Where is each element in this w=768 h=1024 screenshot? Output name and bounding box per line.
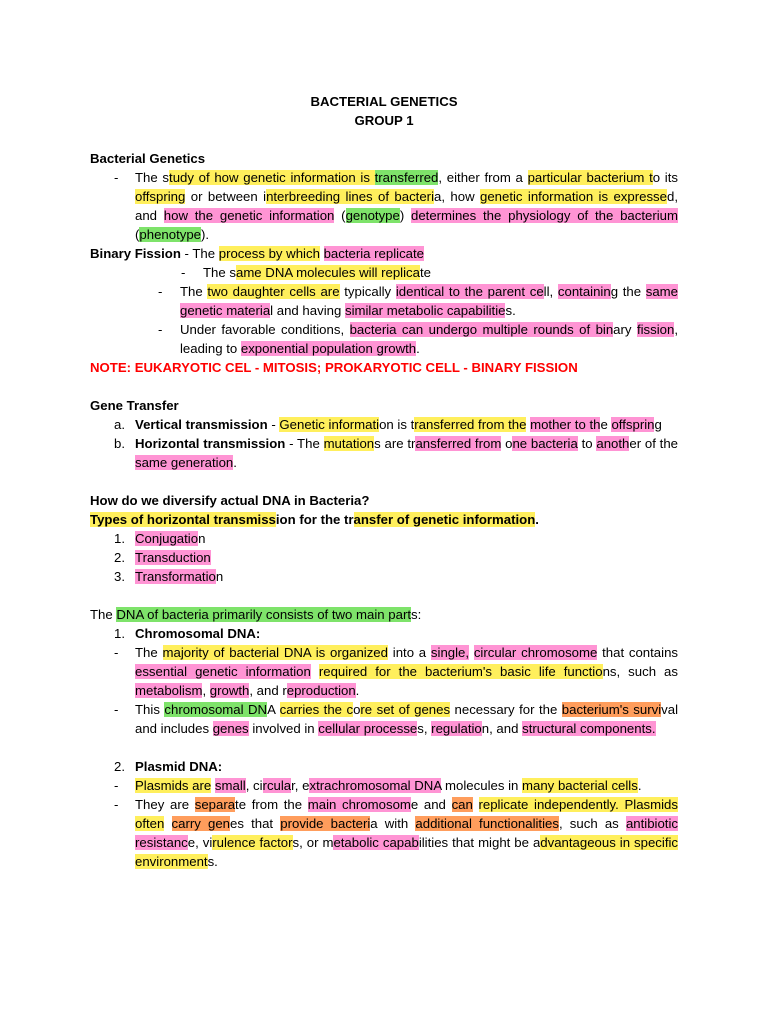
highlighted-text: Types of horizontal transmiss bbox=[90, 512, 276, 527]
text-run: d, and bbox=[135, 189, 678, 223]
text-run: - The bbox=[180, 246, 219, 261]
text-run: va bbox=[661, 702, 676, 717]
list-marker: - bbox=[181, 265, 186, 280]
highlighted-text: can bbox=[451, 797, 473, 812]
text-run: g bbox=[654, 417, 662, 432]
text-run: o bbox=[353, 702, 361, 717]
list-marker: - bbox=[114, 702, 119, 717]
highlighted-text: majority of bacterial DNA is organized bbox=[162, 645, 388, 660]
highlighted-text: two daughter cells are bbox=[207, 284, 340, 299]
list-marker: - bbox=[158, 322, 163, 337]
section-heading bbox=[90, 510, 678, 529]
text-run: Horizontal transmission bbox=[135, 436, 286, 451]
document-body bbox=[90, 149, 678, 871]
highlighted-text: main chromosom bbox=[307, 797, 411, 812]
paragraph bbox=[90, 605, 678, 624]
highlighted-text: cellular processe bbox=[318, 721, 418, 736]
highlighted-text: chromosomal DN bbox=[164, 702, 268, 717]
list-item-text bbox=[180, 320, 678, 358]
highlighted-text: Transduction bbox=[135, 550, 211, 565]
highlighted-text: phenotype bbox=[139, 227, 202, 242]
highlighted-text: identical to the parent ce bbox=[395, 284, 544, 299]
paragraph-spacer bbox=[90, 377, 678, 396]
text-run: ). bbox=[201, 227, 210, 242]
highlighted-text: additional functionalities bbox=[415, 816, 559, 831]
highlighted-text: rulence factor bbox=[212, 835, 293, 850]
text-run: , and r bbox=[249, 683, 287, 698]
list-item bbox=[90, 320, 678, 358]
highlighted-text: how the genetic information bbox=[163, 208, 335, 223]
text-run: to bbox=[577, 436, 597, 451]
highlighted-text: bacteria replicate bbox=[323, 246, 425, 261]
highlighted-text: ansferred from bbox=[415, 436, 502, 451]
text-run: l and includes bbox=[135, 702, 678, 736]
list-marker: 1. bbox=[114, 531, 125, 546]
text-run: The s bbox=[135, 170, 170, 185]
text-run: Vertical transmission bbox=[135, 417, 268, 432]
text-run: How do we diversify actual DNA in Bacteria? bbox=[90, 493, 370, 508]
list-item bbox=[90, 776, 678, 795]
list-marker: - bbox=[158, 284, 163, 299]
paragraph-spacer bbox=[90, 738, 678, 757]
text-run: . bbox=[355, 683, 360, 698]
highlighted-text: single, bbox=[430, 645, 470, 660]
text-run: , such as bbox=[558, 816, 626, 831]
highlighted-text: genetic information is expresse bbox=[480, 189, 667, 204]
highlighted-text: xtrachromosomal DNA bbox=[309, 778, 442, 793]
text-run: . bbox=[535, 512, 539, 527]
text-run: g the bbox=[610, 284, 646, 299]
highlighted-text: offspring bbox=[135, 189, 186, 204]
highlighted-text: provide bacteri bbox=[280, 816, 371, 831]
text-run: molecules in bbox=[441, 778, 523, 793]
list-item-text bbox=[135, 757, 678, 776]
text-run: ilities that might be a bbox=[418, 835, 541, 850]
list-marker: 2. bbox=[114, 759, 125, 774]
text-run: This bbox=[135, 702, 165, 717]
highlighted-text: transferred bbox=[374, 170, 439, 185]
highlighted-text: nterbreeding lines of bacteri bbox=[266, 189, 435, 204]
list-item bbox=[90, 282, 678, 320]
list-item bbox=[90, 263, 678, 282]
text-run: The bbox=[90, 607, 117, 622]
text-run: into a bbox=[387, 645, 431, 660]
highlighted-text: genes bbox=[212, 721, 249, 736]
highlighted-text: process by which bbox=[218, 246, 320, 261]
list-item bbox=[90, 624, 678, 643]
text-run: , leading to bbox=[180, 322, 678, 356]
paragraph bbox=[90, 244, 678, 263]
text-run: . bbox=[233, 455, 237, 470]
highlighted-text: genotype bbox=[345, 208, 400, 223]
text-run: s are tr bbox=[374, 436, 416, 451]
highlighted-text: eproduction bbox=[286, 683, 356, 698]
text-run: ( bbox=[334, 208, 346, 223]
highlighted-text: Genetic informati bbox=[279, 417, 380, 432]
list-item-text bbox=[135, 434, 678, 472]
highlighted-text: fission bbox=[636, 322, 675, 337]
list-item bbox=[90, 700, 678, 738]
highlighted-text: bacterium's survi bbox=[561, 702, 662, 717]
highlighted-text: particular bacterium t bbox=[527, 170, 653, 185]
paragraph bbox=[90, 358, 678, 377]
highlighted-text: structural components. bbox=[522, 721, 656, 736]
text-run: ion for the tr bbox=[275, 512, 354, 527]
highlighted-text: tudy of how genetic information is bbox=[169, 170, 375, 185]
list-marker: 2. bbox=[114, 550, 125, 565]
list-marker: - bbox=[114, 778, 119, 793]
text-run: or between i bbox=[185, 189, 267, 204]
text-run: The s bbox=[203, 265, 236, 280]
highlighted-text: growth bbox=[209, 683, 250, 698]
list-item-text bbox=[135, 567, 678, 586]
highlighted-text: Transformatio bbox=[135, 569, 216, 584]
list-marker: 3. bbox=[114, 569, 125, 584]
text-run: Chromosomal DNA: bbox=[135, 626, 261, 641]
text-run: n, and bbox=[481, 721, 523, 736]
text-run: that contains bbox=[597, 645, 678, 660]
highlighted-text: carry gen bbox=[171, 816, 230, 831]
list-item bbox=[90, 415, 678, 434]
text-run: er of the bbox=[629, 436, 679, 451]
list-marker: 1. bbox=[114, 626, 125, 641]
text-run: Bacterial Genetics bbox=[90, 151, 206, 166]
highlighted-text: same genetic materia bbox=[180, 284, 678, 318]
text-run: . bbox=[416, 341, 420, 356]
text-run: es that bbox=[230, 816, 281, 831]
list-item bbox=[90, 434, 678, 472]
highlighted-text: regulatio bbox=[431, 721, 482, 736]
text-run: The bbox=[135, 645, 163, 660]
document-page bbox=[90, 92, 678, 871]
paragraph-spacer bbox=[90, 586, 678, 605]
highlighted-text: dvantageous in specific environment bbox=[135, 835, 679, 869]
document-title: BACTERIAL GENETICS bbox=[310, 94, 458, 109]
highlighted-text: re set of genes bbox=[360, 702, 451, 717]
highlighted-text: required for the bacterium's basic life functio bbox=[318, 664, 603, 679]
highlighted-text: rcula bbox=[262, 778, 292, 793]
text-run bbox=[311, 664, 319, 679]
text-run: l and having bbox=[270, 303, 345, 318]
list-item bbox=[90, 757, 678, 776]
text-run: They are bbox=[135, 797, 195, 812]
text-run: on is t bbox=[379, 417, 415, 432]
text-run bbox=[164, 816, 171, 831]
text-run: s. bbox=[207, 854, 218, 869]
highlighted-text: offsprin bbox=[611, 417, 655, 432]
highlighted-text: anoth bbox=[596, 436, 630, 451]
text-run: e bbox=[600, 417, 612, 432]
highlighted-text: replicate independently. Plasmids often bbox=[135, 797, 678, 831]
text-run: Gene Transfer bbox=[90, 398, 179, 413]
document-subtitle: GROUP 1 bbox=[354, 113, 414, 128]
text-run: Plasmid DNA: bbox=[135, 759, 223, 774]
text-run: , either from a bbox=[438, 170, 528, 185]
highlighted-text: determines the physiology of the bacterium bbox=[411, 208, 678, 223]
text-run: ll, bbox=[543, 284, 558, 299]
highlighted-text: DNA of bacteria primarily consists of two main part bbox=[116, 607, 412, 622]
text-run: s: bbox=[411, 607, 422, 622]
text-run: ( bbox=[135, 227, 140, 242]
highlighted-text: many bacterial cells bbox=[522, 778, 638, 793]
highlighted-text: carries the c bbox=[279, 702, 354, 717]
list-item bbox=[90, 643, 678, 700]
highlighted-text: containin bbox=[557, 284, 611, 299]
section-heading bbox=[90, 491, 678, 510]
list-item bbox=[90, 548, 678, 567]
highlighted-text: separa bbox=[194, 797, 236, 812]
highlighted-text: ansfer of genetic information bbox=[353, 512, 536, 527]
highlighted-text: Conjugatio bbox=[135, 531, 199, 546]
list-item-text bbox=[135, 776, 678, 795]
text-run: ary bbox=[613, 322, 637, 337]
highlighted-text: ransferred from the bbox=[414, 417, 527, 432]
list-item-text bbox=[180, 282, 678, 320]
text-run: s, bbox=[417, 721, 432, 736]
text-run: o bbox=[501, 436, 513, 451]
list-marker: - bbox=[114, 170, 119, 185]
highlighted-text: mutation bbox=[323, 436, 375, 451]
list-item-text bbox=[135, 700, 678, 738]
text-run: , ci bbox=[245, 778, 263, 793]
highlighted-text: Plasmids are bbox=[135, 778, 212, 793]
highlighted-text: antibiotic resistanc bbox=[135, 816, 678, 850]
text-run: e and bbox=[410, 797, 452, 812]
text-run: a with bbox=[370, 816, 416, 831]
list-item bbox=[90, 168, 678, 244]
highlighted-text: mother to th bbox=[530, 417, 601, 432]
highlighted-text: similar metabolic capabilitie bbox=[344, 303, 506, 318]
text-run: ns, such as bbox=[602, 664, 678, 679]
highlighted-text: ame DNA molecules will replica bbox=[235, 265, 420, 280]
text-run: o its bbox=[652, 170, 678, 185]
list-item-text bbox=[135, 795, 678, 871]
highlighted-text: circular chromosome bbox=[473, 645, 598, 660]
text-run: te from the bbox=[235, 797, 308, 812]
section-heading bbox=[90, 396, 678, 415]
list-item-text bbox=[203, 263, 678, 282]
text-run: - bbox=[267, 417, 280, 432]
highlighted-text: essential genetic information bbox=[135, 664, 311, 679]
text-run: e, vi bbox=[187, 835, 213, 850]
highlighted-text: etabolic capab bbox=[333, 835, 419, 850]
text-run: - The bbox=[285, 436, 324, 451]
text-run: involved in bbox=[248, 721, 319, 736]
text-run: . bbox=[637, 778, 642, 793]
list-marker: - bbox=[114, 797, 119, 812]
list-item-text bbox=[135, 643, 678, 700]
text-run: te bbox=[419, 265, 431, 280]
text-run: A bbox=[267, 702, 280, 717]
text-run: s. bbox=[505, 303, 516, 318]
highlighted-text: same generation bbox=[135, 455, 234, 470]
text-run: necessary for the bbox=[450, 702, 562, 717]
text-run: ) bbox=[399, 208, 411, 223]
list-marker: b. bbox=[114, 436, 125, 451]
text-run: NOTE: EUKARYOTIC CEL - MITOSIS; PROKARYOTIC CELL - BINARY FISSION bbox=[90, 360, 578, 375]
paragraph-spacer bbox=[90, 472, 678, 491]
text-run: Binary Fission bbox=[90, 246, 181, 261]
highlighted-text: bacteria can undergo multiple rounds of bin bbox=[349, 322, 614, 337]
highlighted-text: exponential population growth bbox=[240, 341, 417, 356]
text-run: The bbox=[180, 284, 208, 299]
text-run: Under favorable conditions, bbox=[180, 322, 350, 337]
list-marker: a. bbox=[114, 417, 125, 432]
list-item bbox=[90, 529, 678, 548]
text-run: r, e bbox=[291, 778, 310, 793]
text-run bbox=[473, 797, 479, 812]
list-marker: - bbox=[114, 645, 119, 660]
list-item-text bbox=[135, 548, 678, 567]
section-heading bbox=[90, 149, 678, 168]
list-item bbox=[90, 567, 678, 586]
list-item-text bbox=[135, 624, 678, 643]
text-run: n bbox=[215, 569, 224, 584]
list-item-text bbox=[135, 529, 678, 548]
list-item bbox=[90, 795, 678, 871]
highlighted-text: ne bacteria bbox=[512, 436, 578, 451]
highlighted-text: metabolism bbox=[135, 683, 203, 698]
text-run: , bbox=[202, 683, 210, 698]
highlighted-text: small bbox=[214, 778, 246, 793]
text-run: s, or m bbox=[292, 835, 334, 850]
list-item-text bbox=[135, 415, 678, 434]
text-run: n bbox=[198, 531, 206, 546]
text-run: typically bbox=[339, 284, 396, 299]
list-item-text bbox=[135, 168, 678, 244]
text-run: a, how bbox=[434, 189, 480, 204]
